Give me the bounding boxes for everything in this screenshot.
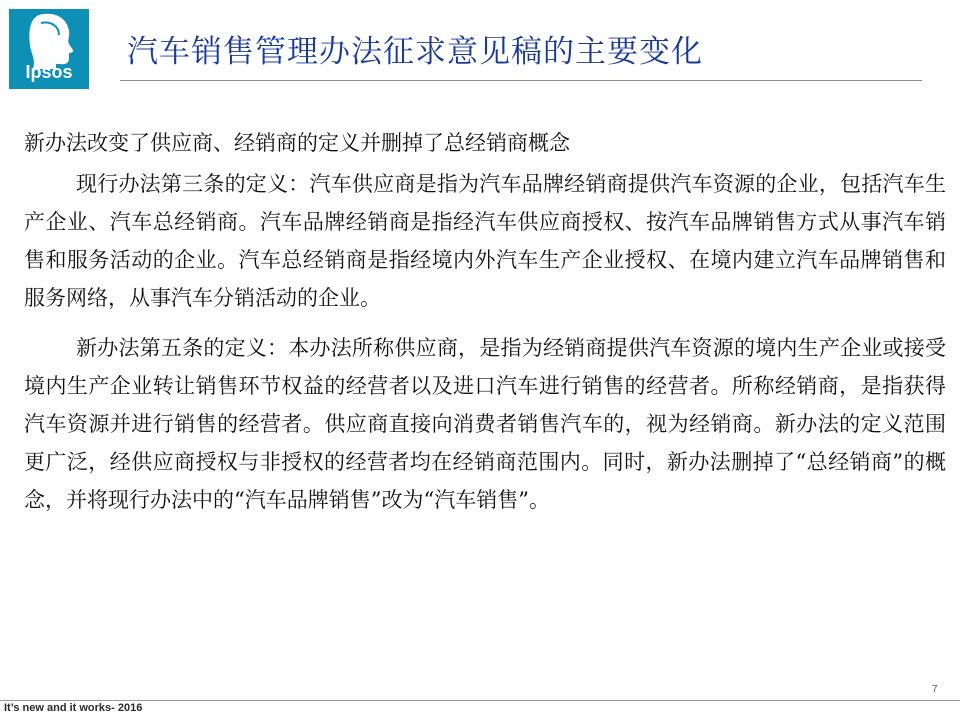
page-number: 7 <box>932 684 938 695</box>
paragraph-current-rules: 现行办法第三条的定义：汽车供应商是指为汽车品牌经销商提供汽车资源的企业，包括汽车生产企业、汽车总经销商。汽车品牌经销商是指经汽车供应商授权、按汽车品牌销售方式从事汽车销售和服务活动的企业。汽车总经销商是指经境内外汽车生产企业授权、在境内建立汽车品牌销售和服务网络，从事汽车分销活动的企业。 <box>24 172 946 310</box>
ipsos-logo <box>9 9 89 89</box>
footer-tagline: It’s new and it works- 2016 <box>4 702 143 714</box>
paragraph-new-rules: 新办法第五条的定义：本办法所称供应商，是指为经销商提供汽车资源的境内生产企业或接受境内生产企业转让销售环节权益的经营者以及进口汽车进行销售的经营者。所称经销商，是指获得汽车资源并进行销售的经营者。供应商直接向消费者销售汽车的，视为经销商。新办法的定义范围更广泛，经供应商授权与非授权的经营者均在经销商范围内。同时，新办法删掉了“总经销商”的概念，并将现行办法中的“汽车品牌销售”改为“汽车销售”。 <box>24 336 946 512</box>
footer-divider <box>0 700 960 701</box>
section-heading: 新办法改变了供应商、经销商的定义并删掉了总经销商概念 <box>24 131 570 155</box>
title-divider <box>120 80 922 81</box>
slide-body <box>24 124 946 531</box>
page-title: 汽车销售管理办法征求意见稿的主要变化 <box>127 34 703 70</box>
logo-wordmark: Ipsos <box>25 62 73 82</box>
